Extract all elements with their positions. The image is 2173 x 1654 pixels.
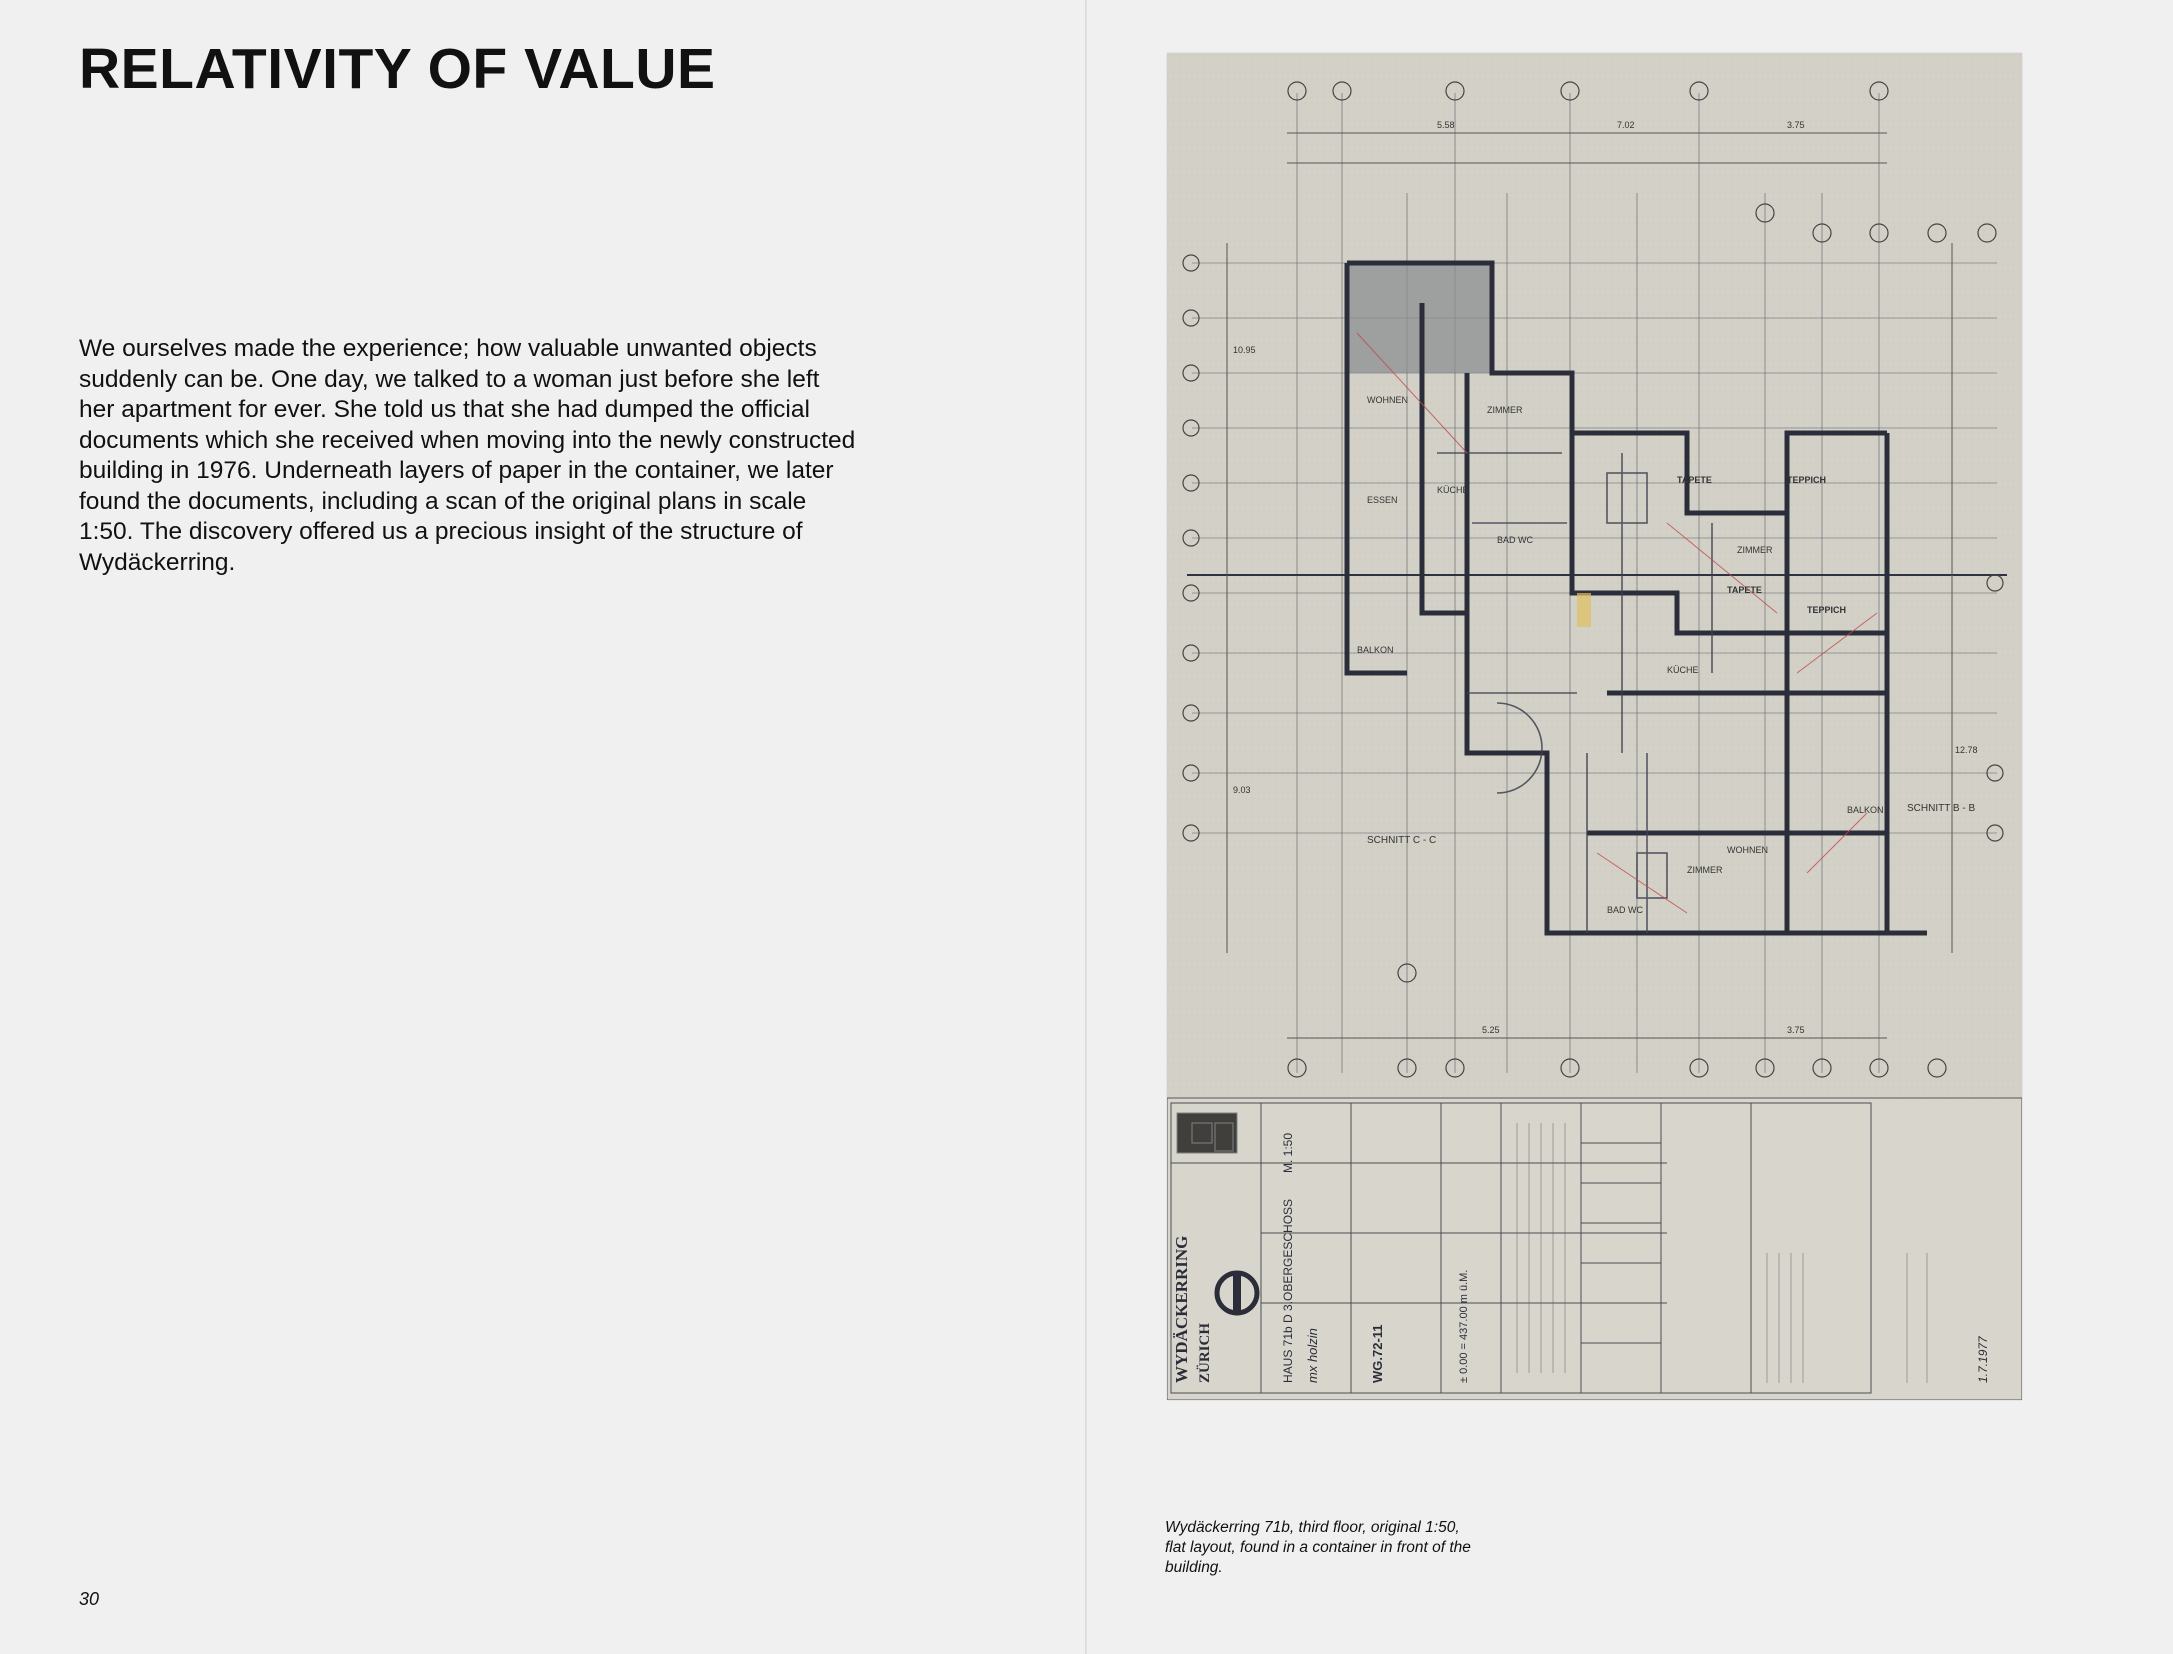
drawing-title: HAUS 71b D 3.OBERGESCHOSS	[1281, 1198, 1295, 1383]
room-label: BAD WC	[1497, 535, 1533, 545]
page-title: RELATIVITY OF VALUE	[79, 37, 716, 101]
section-label: SCHNITT B - B	[1907, 803, 1976, 814]
room-label: TAPETE	[1677, 475, 1712, 485]
room-label: BAD WC	[1607, 905, 1643, 915]
project-name: WYDÄCKERRING	[1172, 1235, 1191, 1383]
room-label: ESSEN	[1367, 495, 1398, 505]
room-label: TEPPICH	[1807, 605, 1847, 615]
left-page	[0, 0, 1085, 1654]
room-label: ZIMMER	[1487, 405, 1523, 415]
signature-date: 1.7.1977	[1976, 1336, 1990, 1383]
room-label: TEPPICH	[1787, 475, 1827, 485]
room-label: KÜCHE	[1437, 485, 1469, 495]
dimension-label: 10.95	[1233, 345, 1256, 355]
dimension-label: 9.03	[1233, 785, 1251, 795]
section-label: SCHNITT C - C	[1367, 835, 1437, 846]
room-label: ZIMMER	[1687, 865, 1723, 875]
room-label: ZIMMER	[1737, 545, 1773, 555]
room-label: WOHNEN	[1727, 845, 1768, 855]
dimension-label: 12.78	[1955, 745, 1978, 755]
dimension-label: 3.75	[1787, 1025, 1805, 1035]
floor-plan-drawing	[1167, 53, 2022, 1400]
right-page	[1087, 0, 2173, 1654]
drawing-scale: M. 1:50	[1281, 1132, 1295, 1173]
room-label: BALKON	[1357, 645, 1394, 655]
room-label: KÜCHE	[1667, 665, 1699, 675]
dimension-label: 7.02	[1617, 120, 1635, 130]
project-city: ZÜRICH	[1197, 1322, 1213, 1383]
dimension-label: 5.58	[1437, 120, 1455, 130]
dimension-label: 3.75	[1787, 120, 1805, 130]
figure-caption: Wydäckerring 71b, third floor, original 1:50, flat layout, found in a container in front of the building.	[1165, 1519, 1471, 1576]
floor-plan-svg	[1167, 53, 2022, 1400]
plan-number: WG.72-11	[1370, 1324, 1385, 1383]
company-name: mx holzin	[1305, 1328, 1320, 1383]
title-block	[1167, 1098, 2022, 1400]
room-label: BALKON	[1847, 805, 1884, 815]
room-label: TAPETE	[1727, 585, 1762, 595]
body-paragraph: We ourselves made the experience; how valuable unwanted objects suddenly can be. One day, we talked to a woman just before she left her apartment for ever. She told us that she had dumped the official documents which she received when moving into the newly constructed building in 1976. Underneath layers of paper in the container, we later found the documents, including a scan of the original plans in scale 1:50. The discovery offered us a precious insight of the structure of Wydäckerring.	[79, 335, 856, 576]
yellow-highlight	[1577, 593, 1591, 627]
dimension-label: 5.25	[1482, 1025, 1500, 1035]
room-label: WOHNEN	[1367, 395, 1408, 405]
elevation-reference: ± 0.00 = 437.00 m ü.M.	[1458, 1269, 1470, 1383]
page-number: 30	[79, 1589, 100, 1609]
